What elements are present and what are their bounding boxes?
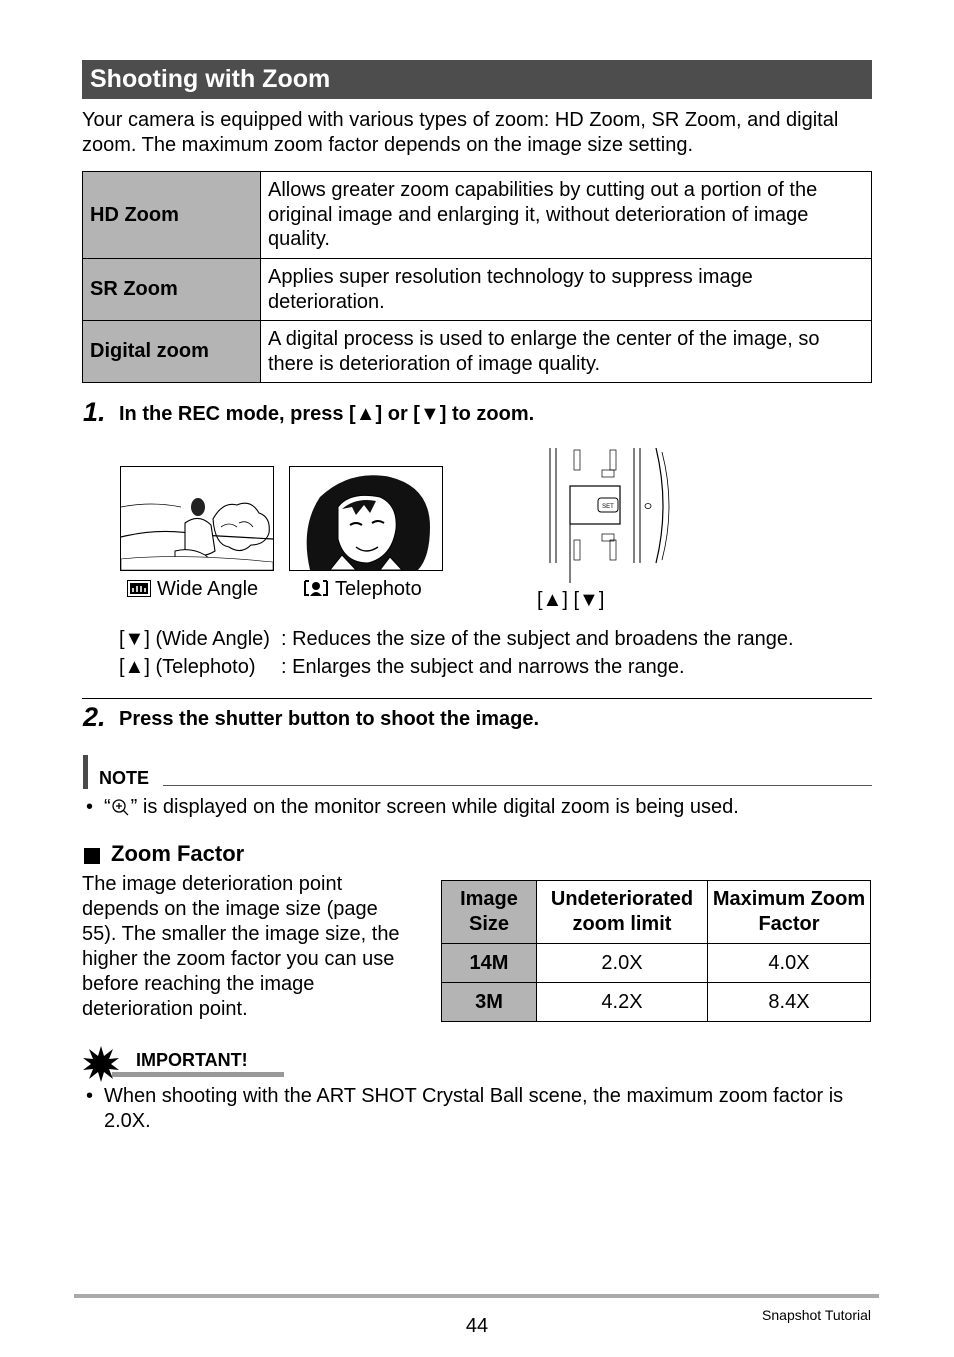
- zoom-factor-paragraph: The image deterioration point depends on the image size (page 55). The smaller the image size, the higher the zoom factor you can use before reaching the image deterioration point.: [82, 873, 400, 1020]
- zoom-type-name: SR Zoom: [83, 259, 261, 321]
- section-square-icon: [84, 848, 100, 864]
- wide-angle-photo: [120, 466, 274, 571]
- important-bullet: •: [86, 1085, 94, 1107]
- table-row: [442, 944, 871, 983]
- note-text-open: “: [104, 796, 111, 818]
- step-1-text: In the REC mode, press [▲] or [▼] to zoom.: [119, 403, 535, 425]
- table-row: [83, 259, 872, 321]
- zoom-factor-table: [441, 880, 871, 1022]
- zoom-limit-cell: 2.0X: [537, 944, 708, 983]
- table-row: [83, 321, 872, 383]
- important-label: IMPORTANT!: [136, 1050, 248, 1070]
- intro-text: Your camera is equipped with various types of zoom: HD Zoom, SR Zoom, and digital zoom. The maximum zoom factor depends on the image size setting.: [82, 109, 839, 156]
- column-header: Image Size: [442, 881, 537, 944]
- max-zoom-cell: 4.0X: [708, 944, 871, 983]
- image-size-cell: 3M: [442, 983, 537, 1022]
- note-text-body: ” is displayed on the monitor screen while digital zoom is being used.: [130, 796, 739, 818]
- important-burst-icon: [82, 1045, 120, 1083]
- step-2-text: Press the shutter button to shoot the image.: [119, 708, 540, 730]
- telephoto-icon: [303, 579, 329, 597]
- telephoto-label: Telephoto: [335, 578, 422, 600]
- telephoto-photo: [289, 466, 443, 571]
- table-row: [83, 172, 872, 259]
- camera-controls-illustration: [538, 448, 673, 588]
- wide-angle-caption: [127, 578, 258, 601]
- zoom-type-description: A digital process is used to enlarge the center of the image, so there is deterioration of image quality.: [261, 321, 872, 383]
- note-text: [104, 795, 739, 820]
- zoom-limit-cell: 4.2X: [537, 983, 708, 1022]
- zoom-types-table: [82, 171, 872, 383]
- image-size-cell: 14M: [442, 944, 537, 983]
- telephoto-key-description: : Enlarges the subject and narrows the range.: [281, 656, 685, 678]
- step-1-number: 1.: [83, 397, 106, 427]
- wide-angle-icon: [127, 580, 151, 597]
- note-bullet: •: [86, 796, 94, 818]
- max-zoom-cell: 8.4X: [708, 983, 871, 1022]
- note-marker: [83, 755, 88, 789]
- table-header-row: [442, 881, 871, 944]
- page-number: 44: [465, 1315, 489, 1337]
- telephoto-caption: [303, 578, 422, 601]
- section-title: Shooting with Zoom: [82, 60, 872, 99]
- zoom-type-description: Allows greater zoom capabilities by cutting out a portion of the original image and enlarging it, without deterioration of image quality.: [261, 172, 872, 259]
- telephoto-illustration: [290, 467, 442, 570]
- zoom-factor-heading: Zoom Factor: [111, 841, 245, 866]
- zoom-keys-caption: [▲] [▼]: [537, 589, 605, 611]
- wide-angle-label: Wide Angle: [157, 578, 259, 600]
- wide-angle-key-description: : Reduces the size of the subject and broadens the range.: [281, 628, 794, 650]
- column-header: Undeteriorated zoom limit: [537, 881, 708, 944]
- step-2-number: 2.: [83, 702, 106, 732]
- digital-zoom-icon: [111, 798, 131, 816]
- telephoto-key-label: [▲] (Telephoto): [119, 656, 256, 678]
- footer-section-title: Snapshot Tutorial: [762, 1307, 871, 1323]
- column-header: Maximum Zoom Factor: [708, 881, 871, 944]
- wide-angle-key-label: [▼] (Wide Angle): [119, 628, 270, 650]
- note-rule: [163, 785, 872, 786]
- table-row: [442, 983, 871, 1022]
- important-text: When shooting with the ART SHOT Crystal Ball scene, the maximum zoom factor is 2.0X.: [104, 1085, 844, 1132]
- wide-angle-illustration: [121, 467, 273, 570]
- footer-rule: [74, 1294, 879, 1298]
- set-button-label: SET: [602, 504, 614, 510]
- zoom-type-name: HD Zoom: [83, 172, 261, 259]
- zoom-type-name: Digital zoom: [83, 321, 261, 383]
- zoom-type-description: Applies super resolution technology to suppress image deterioration.: [261, 259, 872, 321]
- note-label: NOTE: [99, 768, 150, 788]
- divider: [82, 698, 872, 699]
- important-underline: [112, 1072, 284, 1077]
